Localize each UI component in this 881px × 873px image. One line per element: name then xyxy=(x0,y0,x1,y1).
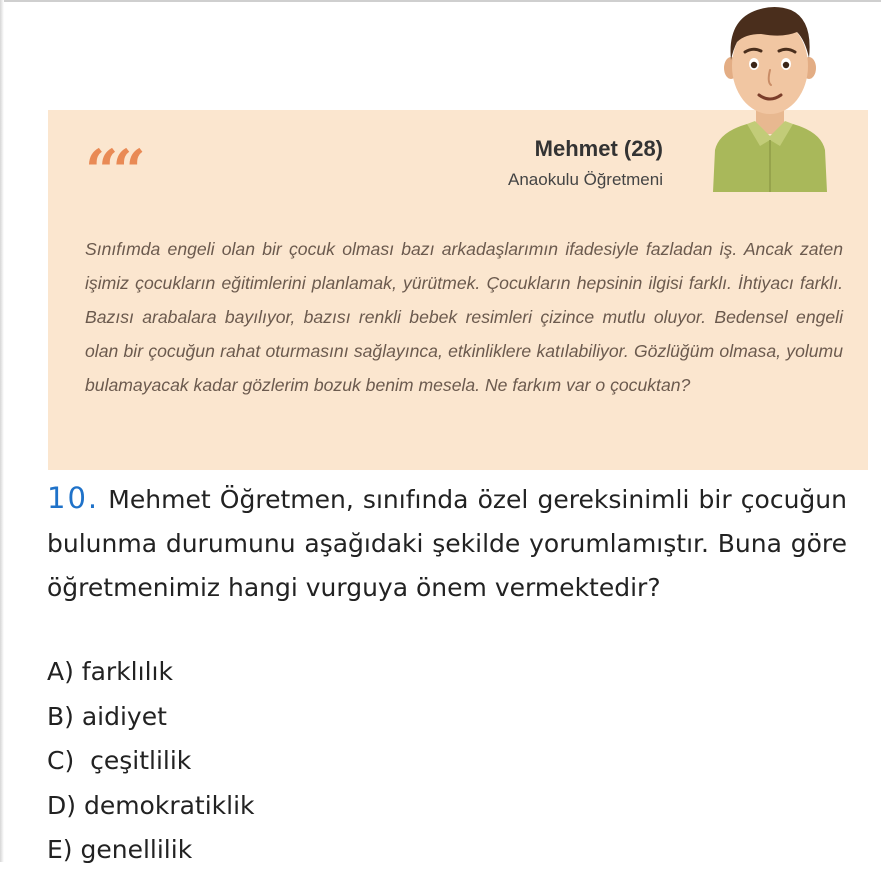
page-left-border xyxy=(0,0,4,862)
teacher-avatar-icon xyxy=(705,0,835,192)
option-c[interactable]: C) çeşitlilik xyxy=(47,746,192,775)
person-name: Mehmet (28) xyxy=(534,136,663,161)
question-text xyxy=(47,476,847,610)
quote-mark-icon: ““ xyxy=(85,137,140,205)
question-number: 10. xyxy=(47,481,100,515)
answer-options xyxy=(47,650,255,873)
question-body: Mehmet Öğretmen, sınıfında özel gereksinimli bir çocuğun bulunma durumunu aşağıdaki şekilde yorumlamıştır. Buna göre öğretmenimiz hangi vurguya önem vermektedir? xyxy=(47,485,847,602)
quote-text: Sınıfımda engeli olan bir çocuk olması bazı arkadaşlarımın ifadesiyle fazladan iş. Ancak zaten işimiz çocukların eğitimlerini planlamak, yürütmek. Çocukların hepsinin ilgisi farklı. İhtiyacı farklı. Bazısı arabalara bayılıyor, bazısı renkli bebek resimleri çizince mutlu oluyor. Bedensel engeli olan bir çocuğun rahat oturmasını sağlayınca, etkinliklere katılabiliyor. Gözlüğüm olmasa, yolumu bulamayacak kadar gözlerim bozuk benim mesela. Ne farkım var o çocuktan? xyxy=(85,239,843,395)
option-d[interactable]: D) demokratiklik xyxy=(47,790,255,820)
option-b[interactable]: B) aidiyet xyxy=(47,701,167,731)
option-a[interactable]: A) farklılık xyxy=(47,657,173,686)
option-e[interactable]: E) genellilik xyxy=(47,835,193,864)
person-role: Anaokulu Öğretmeni xyxy=(508,170,663,189)
